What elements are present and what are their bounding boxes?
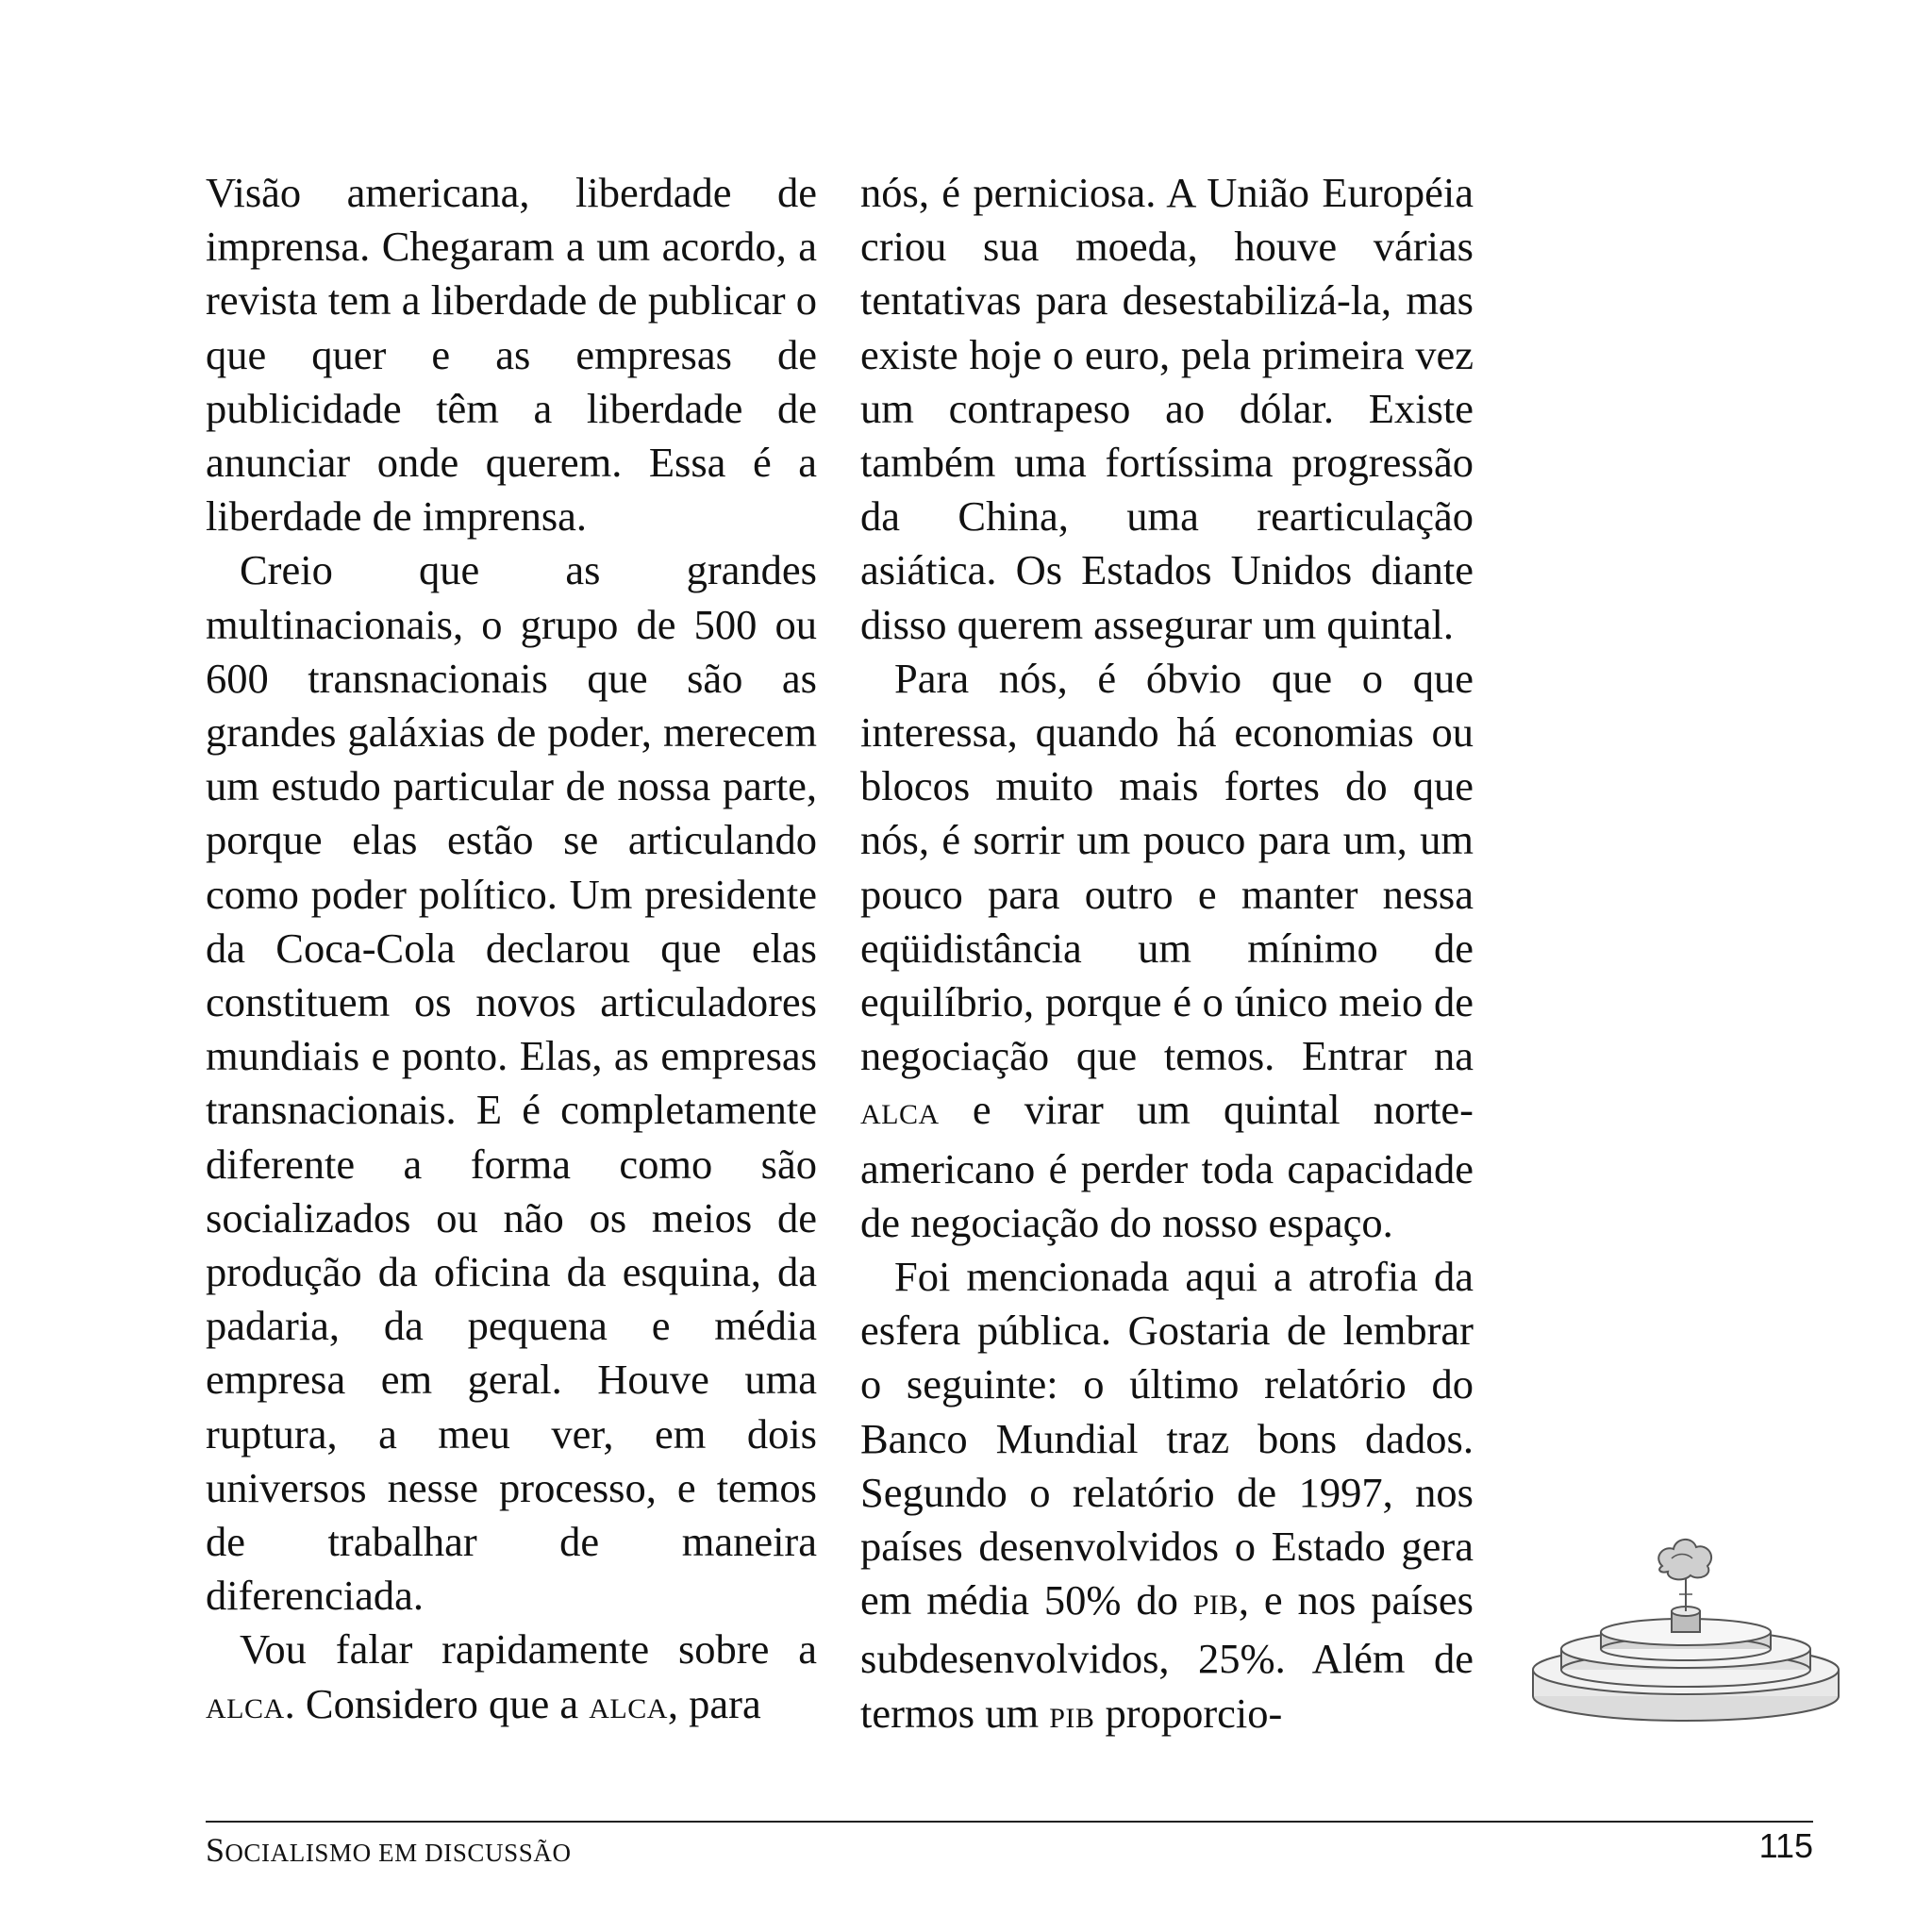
text-run: nós, é perniciosa. A União Européia criou sua moeda, houve várias tentativas para desestabilizá-la, mas existe hoje o euro, pela primeira vez um contrapeso ao dólar. Existe também uma fortíssima progressão da China, uma rearticulação asiática. Os Estados Unidos diante disso querem assegurar um quintal. [860, 169, 1474, 648]
left-column [206, 166, 817, 1736]
paragraph [860, 166, 1474, 652]
paragraph [206, 543, 817, 1623]
text-run: Visão americana, liberdade de imprensa. Chegaram a um acordo, a revista tem a liberdade de publicar o que quer e as empresas de publicidade têm a liberdade de anunciar onde querem. Essa é a liberdade de imprensa. [206, 169, 817, 541]
footer-book-title [206, 1830, 572, 1870]
footer-title-rest: OCIALISMO EM DISCUSSÃO [225, 1839, 572, 1867]
paragraph [206, 166, 817, 543]
acronym: ALCA [589, 1692, 668, 1724]
page-number: 115 [1758, 1826, 1813, 1865]
paragraph [860, 652, 1474, 1250]
text-run: Para nós, é óbvio que o que interessa, quando há economias ou blocos muito mais fortes do que nós, é sorrir um pouco para um, um pouco para outro e manter nessa eqüidistância um mínimo de equilíbrio, porque é o único meio de negociação que temos. Entrar na [860, 654, 1474, 1080]
text-run: Vou falar rapidamente sobre a [240, 1625, 817, 1674]
text-run: Foi mencionada aqui a atrofia da esfera pública. Gostaria de lembrar o seguinte: o último relatório do Banco Mundial traz bons dados. Segundo o relatório de 1997, nos países desenvolvidos o Estado gera em média 50% do [860, 1253, 1474, 1624]
fountain-icon [1521, 1528, 1851, 1726]
text-run: . Considero que a [284, 1679, 590, 1727]
acronym: ALCA [206, 1692, 285, 1724]
acronym: PIB [1049, 1702, 1095, 1734]
right-column [860, 166, 1474, 1745]
text-run: , para [667, 1679, 761, 1727]
footer-title-initial: S [206, 1831, 225, 1869]
acronym: PIB [1192, 1590, 1239, 1622]
text-run: proporcio- [1094, 1689, 1283, 1737]
paragraph [206, 1623, 817, 1735]
text-run: , e nos países subdesenvolvidos, 25%. Além de termos um [860, 1576, 1474, 1737]
footer-rule [206, 1821, 1813, 1823]
text-run: e virar um quintal norte-americano é perder toda capacidade de negociação do nosso espaço. [860, 1086, 1474, 1246]
text-run: Creio que as grandes multinacionais, o grupo de 500 ou 600 transnacionais que são as grandes galáxias de poder, merecem um estudo particular de nossa parte, porque elas estão se articulando como poder político. Um presidente da Coca-Cola declarou que elas constituem os novos articuladores mundiais e ponto. Elas, as empresas transnacionais. E é completamente diferente a forma como são socializados ou não os meios de produção da oficina da esquina, da padaria, da pequena e média empresa em geral. Houve uma ruptura, a meu ver, em dois universos nesse processo, e temos de trabalhar de maneira diferenciada. [206, 546, 817, 1620]
paragraph [860, 1250, 1474, 1745]
acronym: ALCA [860, 1099, 940, 1131]
